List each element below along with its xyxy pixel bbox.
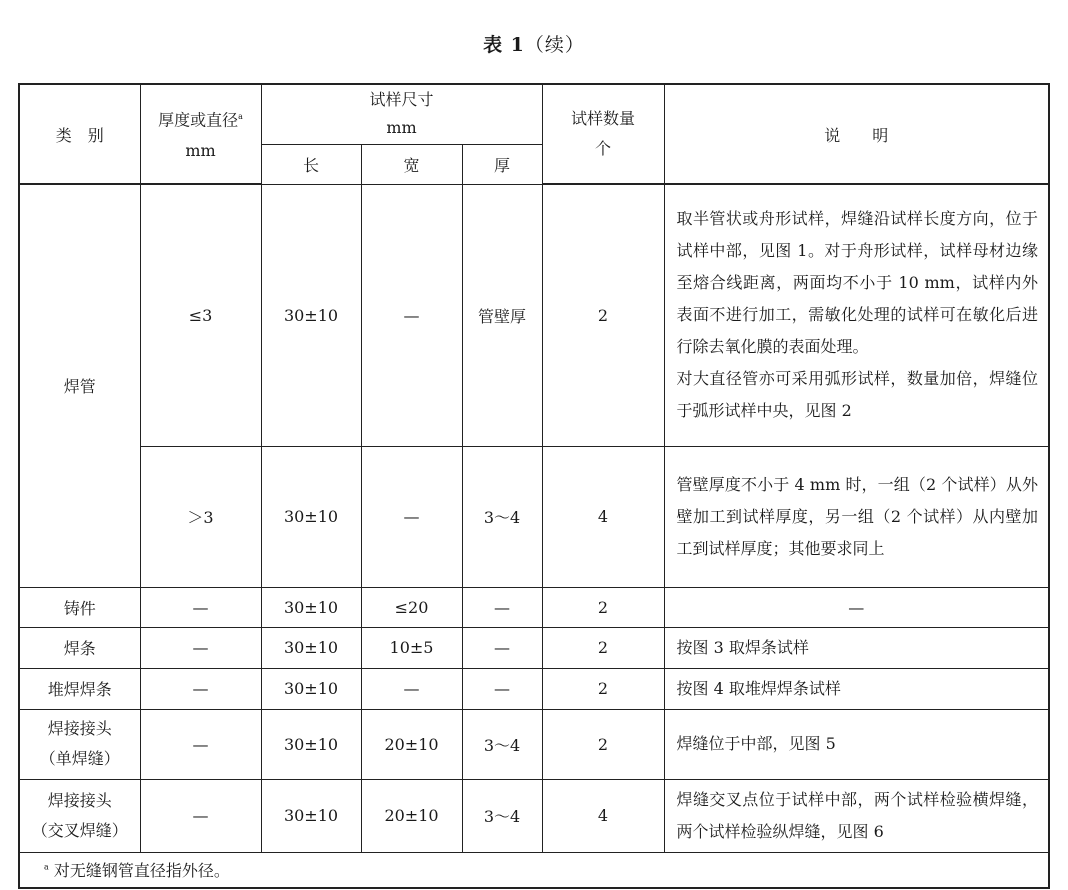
header-category: 类 别 [19, 84, 140, 184]
cell-thick: 3～4 [462, 709, 542, 779]
table-row [19, 668, 1049, 709]
cell-thickness: ＞3 [140, 446, 261, 587]
cell-count: 2 [542, 668, 664, 709]
cell-length: 30±10 [261, 627, 361, 668]
cell-thickness: — [140, 709, 261, 779]
cell-thickness: ≤3 [140, 184, 261, 446]
cell-count: 4 [542, 779, 664, 852]
header-length: 长 [261, 144, 361, 184]
header-width: 宽 [361, 144, 462, 184]
table-row [19, 184, 1049, 446]
cell-length: 30±10 [261, 587, 361, 627]
cell-width: 10±5 [361, 627, 462, 668]
cell-category: 铸件 [19, 587, 140, 627]
cell-description: — [664, 587, 1049, 627]
header-count-unit: 个 [594, 139, 611, 158]
table-row [19, 709, 1049, 779]
description-paragraph: 取半管状或舟形试样，焊缝沿试样长度方向，位于试样中部，见图 1。对于舟形试样，试样母材边缘至熔合线距离，两面均不小于 10 mm，试样内外表面不进行加工，需敏化处理的试样可在敏化后进行除去氧化膜的表面处理。 [676, 209, 1038, 357]
table-row [19, 627, 1049, 668]
table-row [19, 587, 1049, 627]
cell-category: 焊接接头 （交叉焊缝） [19, 779, 140, 852]
table-title [0, 30, 1068, 57]
cell-count: 2 [542, 184, 664, 446]
cell-description: 按图 4 取堆焊焊条试样 [664, 668, 1049, 709]
table-row [19, 446, 1049, 587]
header-size: 试样尺寸 mm [261, 84, 542, 144]
cell-category: 焊接接头 （单焊缝） [19, 709, 140, 779]
cell-description [664, 184, 1049, 446]
header-thickness: 厚度或直径$^a$ mm [140, 84, 261, 184]
footnote [19, 852, 1049, 888]
cell-thickness: — [140, 779, 261, 852]
table-title-main: 表 1 [483, 34, 525, 56]
cell-width: — [361, 446, 462, 587]
description-paragraph: 对大直径管亦可采用弧形试样，数量加倍，焊缝位于弧形试样中央，见图 2 [676, 369, 1038, 421]
cell-thickness: — [140, 627, 261, 668]
footnote-mark: a [44, 862, 49, 872]
cell-category: 堆焊焊条 [19, 668, 140, 709]
header-row-1 [19, 84, 1049, 144]
header-count: 试样数量 个 [542, 84, 664, 184]
table-title-continued: （续） [524, 34, 585, 56]
table-row [19, 779, 1049, 852]
cell-thick: 管壁厚 [462, 184, 542, 446]
cell-length: 30±10 [261, 709, 361, 779]
header-thick: 厚 [462, 144, 542, 184]
cell-width: 20±10 [361, 709, 462, 779]
cell-thick: — [462, 668, 542, 709]
header-description: 说 明 [664, 84, 1049, 184]
cell-description: 按图 3 取焊条试样 [664, 627, 1049, 668]
header-size-unit: mm [386, 118, 417, 138]
footnote-text: 对无缝钢管直径指外径。 [53, 861, 230, 881]
header-thickness-unit: mm [185, 140, 216, 160]
cell-count: 2 [542, 587, 664, 627]
cell-width: — [361, 184, 462, 446]
cell-thickness: — [140, 668, 261, 709]
cell-count: 2 [542, 627, 664, 668]
cell-thick: — [462, 627, 542, 668]
cell-category: 焊条 [19, 627, 140, 668]
cell-width: — [361, 668, 462, 709]
cell-length: 30±10 [261, 184, 361, 446]
cell-length: 30±10 [261, 668, 361, 709]
cell-length: 30±10 [261, 779, 361, 852]
cell-length: 30±10 [261, 446, 361, 587]
cell-thick: — [462, 587, 542, 627]
cell-description: 焊缝交叉点位于试样中部，两个试样检验横焊缝，两个试样检验纵焊缝，见图 6 [664, 779, 1049, 852]
cell-width: ≤20 [361, 587, 462, 627]
cell-description: 焊缝位于中部，见图 5 [664, 709, 1049, 779]
cell-count: 4 [542, 446, 664, 587]
cell-category-pipe: 焊管 [19, 184, 140, 587]
footnote-marker: a [238, 112, 243, 122]
cell-count: 2 [542, 709, 664, 779]
cell-width: 20±10 [361, 779, 462, 852]
cell-thickness: — [140, 587, 261, 627]
cell-description: 管壁厚度不小于 4 mm 时，一组（2 个试样）从外壁加工到试样厚度，另一组（2 个试样）从内壁加工到试样厚度；其他要求同上 [664, 446, 1049, 587]
cell-thick: 3～4 [462, 446, 542, 587]
specimen-table [18, 83, 1050, 889]
footnote-row [19, 852, 1049, 888]
cell-thick: 3～4 [462, 779, 542, 852]
